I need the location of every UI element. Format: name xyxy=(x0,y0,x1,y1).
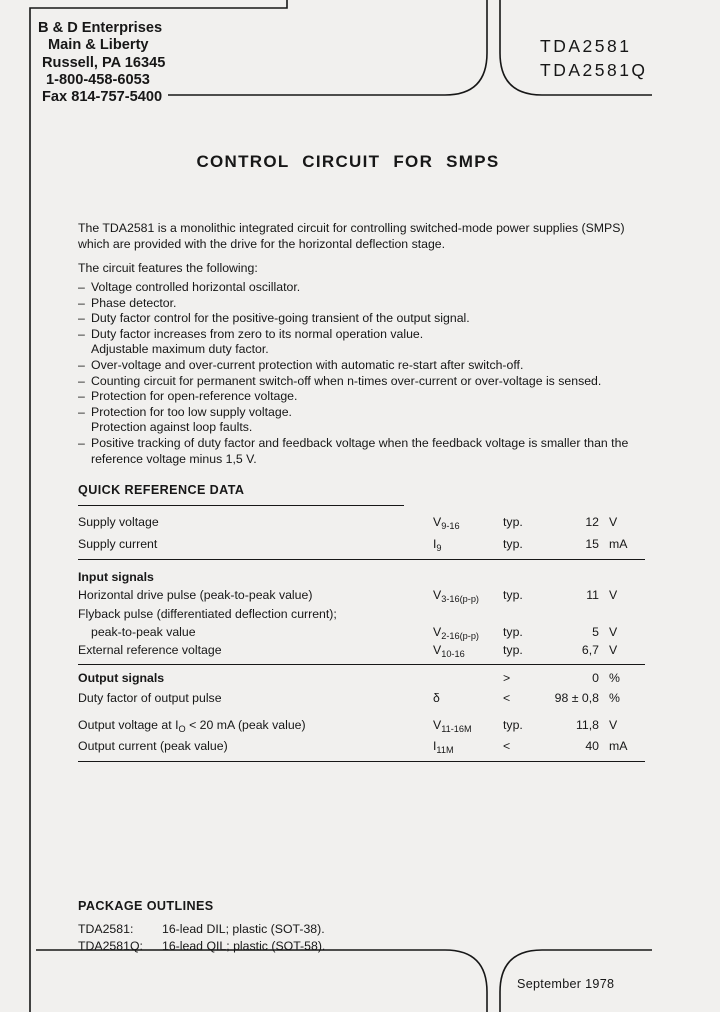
footer-date: September 1978 xyxy=(517,977,615,991)
symbol xyxy=(433,688,503,709)
feature-item xyxy=(78,420,654,436)
row-label-post: < 20 mA (peak value) xyxy=(185,718,306,732)
feature-dash: – xyxy=(78,435,85,450)
section-label: Input signals xyxy=(78,570,154,584)
feature-text: Voltage controlled horizontal oscillator. xyxy=(91,280,301,294)
company-fax: Fax 814-757-5400 xyxy=(42,89,163,106)
feature-text: Positive tracking of duty factor and feedback voltage when the feedback voltage is smaller than the reference voltage minus 1,5 V. xyxy=(91,435,629,466)
unit: V xyxy=(609,718,618,732)
part-number-primary: TDA2581 xyxy=(540,36,632,56)
symbol-main: I xyxy=(433,739,437,753)
company-address xyxy=(38,20,165,106)
symbol xyxy=(433,641,503,664)
quick-reference-underline xyxy=(78,505,404,506)
value: 11 xyxy=(586,588,599,602)
feature-item xyxy=(78,311,654,327)
feature-item xyxy=(78,374,654,390)
table-row-output-current xyxy=(78,736,645,757)
unit: % xyxy=(609,691,620,705)
package-part-name: TDA2581Q: xyxy=(78,938,143,953)
symbol-main: V xyxy=(433,515,442,529)
condition: typ. xyxy=(503,537,523,551)
feature-dash: – xyxy=(78,295,85,310)
value: 5 xyxy=(592,625,599,639)
row-label: Supply current xyxy=(78,537,158,551)
feature-item xyxy=(78,436,654,467)
package-description: 16-lead QIL; plastic (SOT-58). xyxy=(162,938,326,953)
row-label: Horizontal drive pulse (peak-to-peak value) xyxy=(78,588,313,602)
symbol-main: V xyxy=(433,625,442,639)
table-row-external-reference xyxy=(78,641,645,660)
feature-item xyxy=(78,405,654,421)
package-outlines-heading: PACKAGE OUTLINES xyxy=(78,899,214,913)
feature-dash: – xyxy=(78,280,85,294)
company-phone: 1-800-458-6053 xyxy=(46,71,150,88)
feature-text: Duty factor increases from zero to its normal operation value. xyxy=(91,326,424,341)
condition: typ. xyxy=(503,643,523,657)
quick-reference-table xyxy=(78,511,645,766)
row-label: peak-to-peak value xyxy=(91,625,196,639)
table-rule xyxy=(78,761,645,762)
table-row-input-signals xyxy=(78,568,645,586)
condition: typ. xyxy=(503,718,523,732)
package-line xyxy=(78,921,325,938)
condition: > xyxy=(503,671,511,685)
company-street: Main & Liberty xyxy=(48,37,149,54)
feature-item xyxy=(78,327,654,343)
unit: mA xyxy=(609,739,628,753)
feature-dash: – xyxy=(78,389,85,404)
feature-text: Protection for open-reference voltage. xyxy=(91,389,298,404)
row-label: Flyback pulse (differentiated deflection current); xyxy=(78,607,337,621)
row-label: Supply voltage xyxy=(78,515,159,529)
table-row-output-signals xyxy=(78,669,645,688)
row-label: External reference voltage xyxy=(78,643,222,657)
feature-item xyxy=(78,358,654,374)
table-row-supply-voltage xyxy=(78,511,645,533)
feature-dash: – xyxy=(78,404,85,419)
symbol-main: V xyxy=(433,718,442,732)
section-label: Output signals xyxy=(78,671,165,685)
symbol xyxy=(433,736,503,761)
package-line xyxy=(78,938,325,955)
intro-paragraph: The TDA2581 is a monolithic integrated circuit for controlling switched-mode power supplies (SMPS) which are provided with the drive for the horizontal deflection stage. xyxy=(78,221,625,251)
symbol-sub: 3-16(p-p) xyxy=(441,594,479,604)
symbol-main: V xyxy=(433,588,442,602)
symbol xyxy=(433,533,503,559)
row-label: Output current (peak value) xyxy=(78,739,228,753)
condition: < xyxy=(503,691,511,705)
symbol-main: I xyxy=(433,537,437,551)
feature-item xyxy=(78,389,654,405)
condition: typ. xyxy=(503,515,523,529)
unit: mA xyxy=(609,537,628,551)
feature-dash: – xyxy=(78,357,85,372)
features-lead-in: The circuit features the following: xyxy=(78,261,258,276)
feature-item xyxy=(78,296,654,312)
feature-text: Over-voltage and over-current protection with automatic re-start after switch-off. xyxy=(91,357,524,372)
part-number-secondary: TDA2581Q xyxy=(540,60,648,80)
symbol-sub: 9-16 xyxy=(441,521,460,531)
package-outlines-section xyxy=(78,899,325,954)
row-label-pre: Output voltage at I xyxy=(78,718,179,732)
unit: V xyxy=(609,515,618,529)
value: 0 xyxy=(592,671,599,685)
feature-text: Adjustable maximum duty factor. xyxy=(91,342,269,357)
feature-text: Protection for too low supply voltage. xyxy=(91,404,292,419)
table-row-output-voltage xyxy=(78,715,645,736)
intro-section xyxy=(78,221,648,277)
feature-dash xyxy=(78,420,91,436)
symbol-sub: 9 xyxy=(436,543,442,553)
symbol-main: δ xyxy=(433,691,440,705)
company-name: B & D Enterprises xyxy=(38,20,163,36)
table-row-horizontal-drive xyxy=(78,586,645,605)
quick-reference-heading: QUICK REFERENCE DATA xyxy=(78,483,245,497)
unit: V xyxy=(609,643,618,657)
symbol-sub: 11M xyxy=(436,745,454,755)
condition: < xyxy=(503,739,511,753)
value: 6,7 xyxy=(581,643,599,657)
feature-text: Counting circuit for permanent switch-off when n-times over-current or over-voltage is sensed. xyxy=(91,373,602,388)
feature-list xyxy=(78,280,654,467)
package-description: 16-lead DIL; plastic (SOT-38). xyxy=(162,922,325,936)
symbol-sub: 11-16M xyxy=(441,724,472,734)
table-rule xyxy=(78,664,645,665)
table-row-duty-factor xyxy=(78,688,645,709)
table-row-supply-current xyxy=(78,533,645,555)
feature-dash: – xyxy=(78,326,85,341)
feature-item xyxy=(78,280,654,296)
page-title: CONTROL CIRCUIT FOR SMPS xyxy=(196,152,500,171)
part-number-box xyxy=(540,34,648,82)
row-label: Duty factor of output pulse xyxy=(78,691,222,705)
row-label-sub: O xyxy=(178,724,186,734)
value: 98 ± 0,8 xyxy=(554,691,599,705)
symbol-sub: 10-16 xyxy=(441,649,465,659)
feature-dash: – xyxy=(78,373,85,388)
border-footer-rule-curve xyxy=(36,950,487,1012)
table-rule xyxy=(78,559,645,560)
condition: typ. xyxy=(503,625,523,639)
unit: V xyxy=(609,588,618,602)
feature-dash: – xyxy=(78,311,85,326)
feature-dash xyxy=(78,342,91,358)
symbol-main: V xyxy=(433,643,442,657)
value: 11,8 xyxy=(575,718,599,732)
unit: V xyxy=(609,625,618,639)
unit: % xyxy=(609,671,620,685)
feature-text: Phase detector. xyxy=(91,295,177,310)
feature-text: Duty factor control for the positive-going transient of the output signal. xyxy=(91,311,470,326)
feature-item xyxy=(78,342,654,358)
table-row-flyback-value xyxy=(78,623,645,641)
condition: typ. xyxy=(503,588,523,602)
feature-text: Protection against loop faults. xyxy=(91,420,253,435)
package-part-name: TDA2581: xyxy=(78,922,134,936)
value: 40 xyxy=(585,739,599,753)
border-header-rule-curve xyxy=(168,0,487,95)
symbol-sub: 2-16(p-p) xyxy=(441,631,479,641)
value: 12 xyxy=(585,515,599,529)
table-row-flyback-pulse xyxy=(78,605,645,623)
company-city: Russell, PA 16345 xyxy=(42,54,166,71)
value: 15 xyxy=(585,537,599,551)
